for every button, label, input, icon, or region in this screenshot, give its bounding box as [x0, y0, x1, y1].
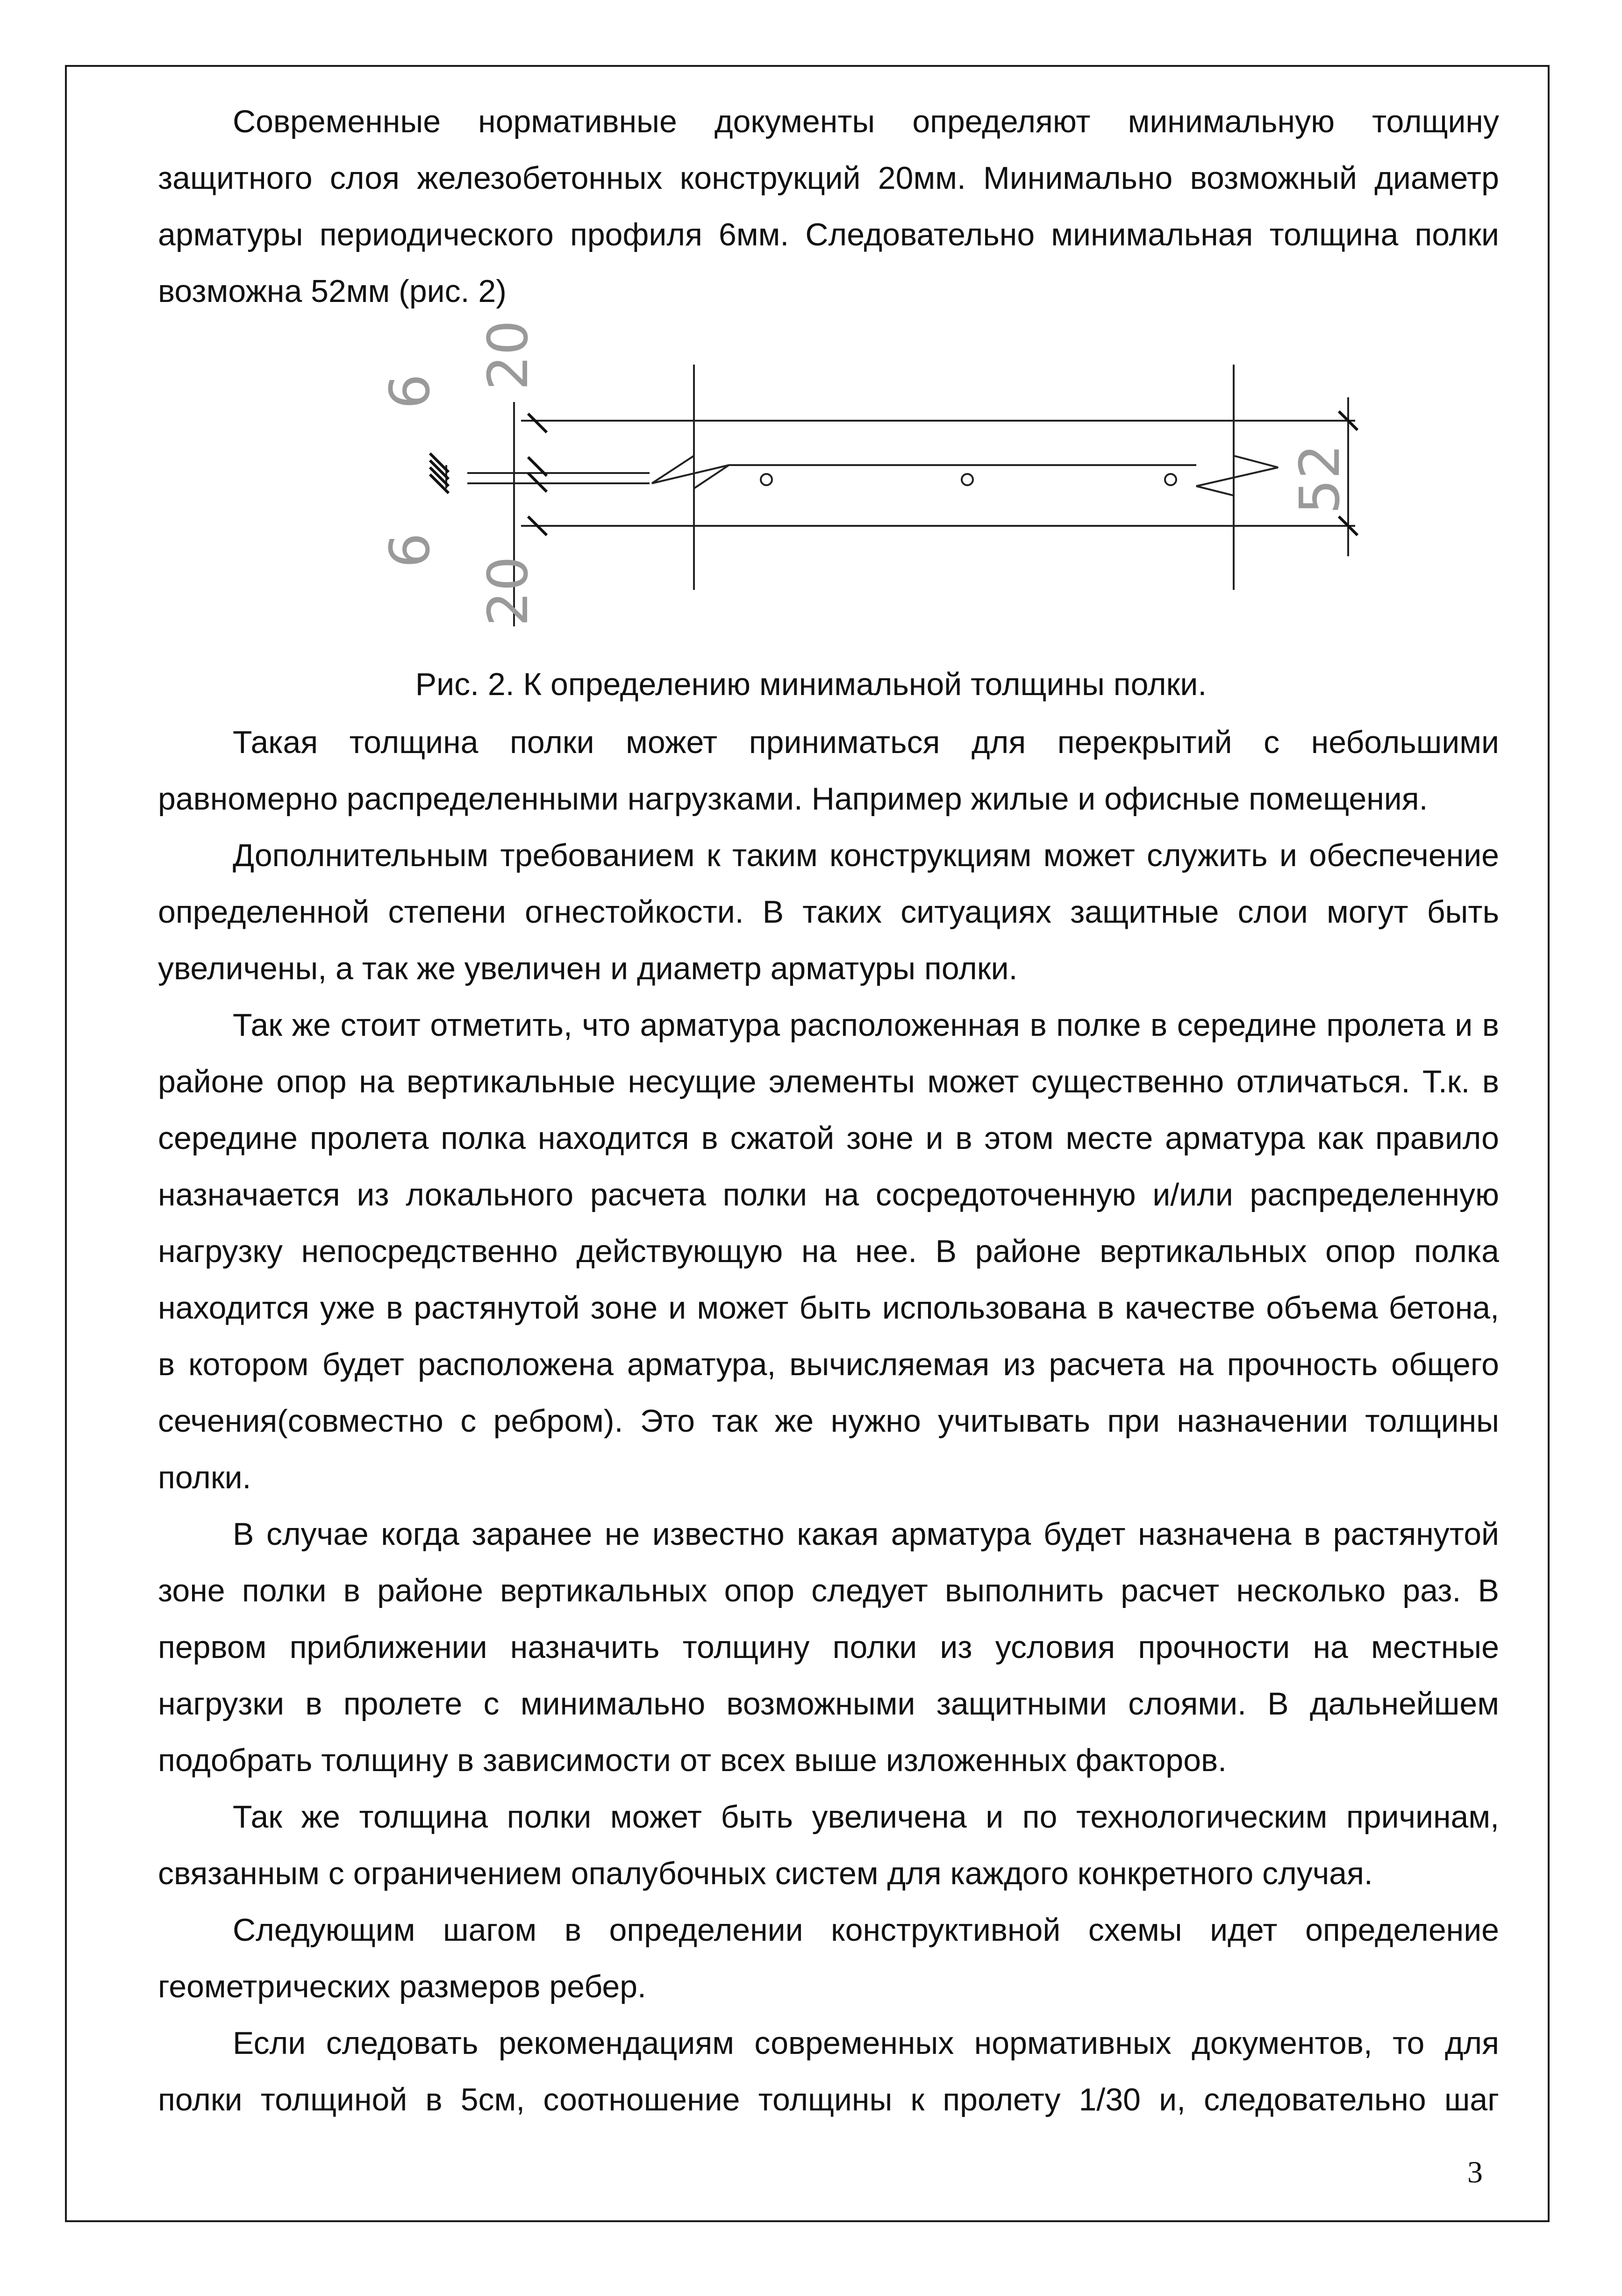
dimension-bottom-20: 20 — [476, 556, 540, 626]
paragraph-3: Дополнительным требованием к таким конструкциям может служить и обеспечение определенной степени огнестойкости. В таких ситуациях защитные слои могут быть увеличены, а так же увеличен и диаметр арматуры полки. — [158, 838, 1499, 986]
paragraph-6: Так же толщина полки может быть увеличена и по технологическим причинам, связанным с ограничением опалубочных систем для каждого конкретного случая. — [158, 1799, 1499, 1891]
figure-caption: Рис. 2. К определению минимальной толщины полки. — [415, 667, 1207, 702]
dimension-right-52: 52 — [1287, 444, 1352, 514]
shelf-thickness-figure — [0, 0, 1622, 664]
dimension-bottom-6: 6 — [378, 532, 442, 568]
paragraph-5: В случае когда заранее не известно какая арматура будет назначена в растянутой зоне полки в районе вертикальных опор следует выполнить расчет несколько раз. В первом приближении назначить толщину полки из условия прочности на местные нагрузки в пролете с минимально возможными защитными слоями. В дальнейшем подобрать толщину в зависимости от всех выше изложенных факторов. — [158, 1516, 1499, 1778]
page-number: 3 — [1467, 2155, 1483, 2189]
paragraph-1: Современные нормативные документы определяют минимальную толщину защитного слоя железобетонных конструкций 20мм. Минимально возможный диаметр арматуры периодического профиля 6мм. Следовательно минимальная толщина полки возможна 52мм (рис. 2) — [158, 104, 1499, 309]
paragraph-7: Следующим шагом в определении конструктивной схемы идет определение геометрических размеров ребер. — [158, 1912, 1499, 2004]
paragraph-2: Такая толщина полки может приниматься для перекрытий с небольшими равномерно распределенными нагрузками. Например жилые и офисные помещения. — [158, 725, 1499, 817]
paragraph-4: Так же стоит отметить, что арматура расположенная в полке в середине пролета и в районе опор на вертикальные несущие элементы может существенно отличаться. Т.к. в середине пролета полка находится в сжатой зоне и в этом месте арматура как правило назначается из локального расчета полки на сосредоточенную и/или распределенную нагрузку непосредственно действующую на нее. В районе вертикальных опор полка находится уже в растянутой зоне и может быть использована в качестве объема бетона, в котором будет расположена арматура, вычисляемая из расчета на прочность общего сечения(совместно с ребром). Это так же нужно учитывать при назначении толщины полки. — [158, 1007, 1499, 1495]
paragraph-8: Если следовать рекомендациям современных нормативных документов, то для полки толщиной в 5см, соотношение толщины к пролету 1/30 и, следовательно шаг — [158, 2025, 1499, 2117]
dimension-top-6: 6 — [378, 373, 442, 409]
dimension-top-20: 20 — [476, 320, 540, 390]
body-text — [158, 714, 1499, 2128]
